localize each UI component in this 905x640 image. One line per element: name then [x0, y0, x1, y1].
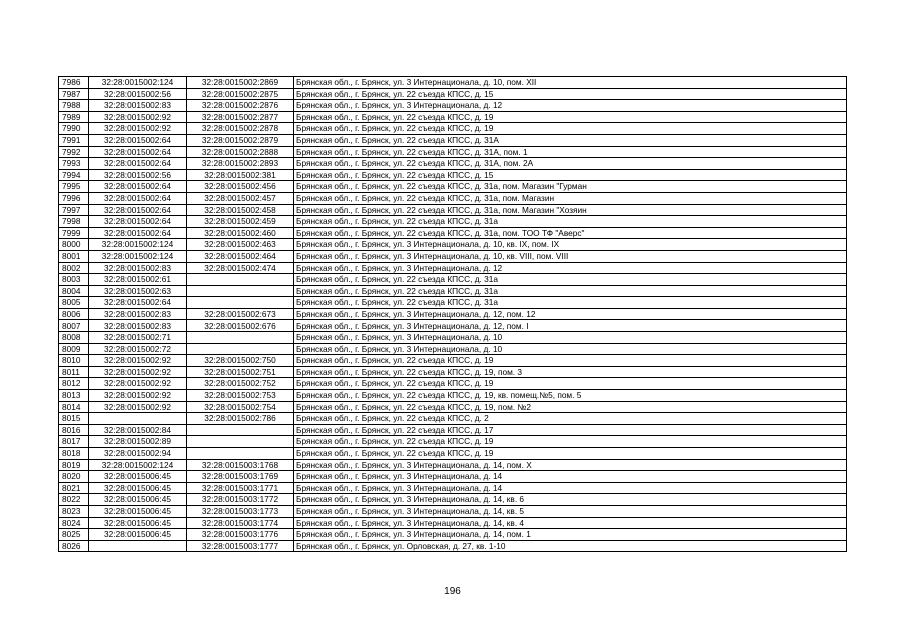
land-cadastral-number: 32:28:0015002:72: [89, 343, 187, 355]
row-number: 8009: [59, 343, 89, 355]
land-cadastral-number: 32:28:0015002:83: [89, 262, 187, 274]
object-cadastral-number: 32:28:0015002:2875: [187, 88, 294, 100]
table-row: [59, 262, 847, 274]
land-cadastral-number: 32:28:0015002:124: [89, 239, 187, 251]
row-number: 7997: [59, 204, 89, 216]
object-cadastral-number: 32:28:0015002:753: [187, 390, 294, 402]
object-cadastral-number: 32:28:0015003:1771: [187, 482, 294, 494]
address-cell: Брянская обл., г. Брянск, ул. 22 съезда КПСС, д. 31а, пом. Магазин: [294, 192, 847, 204]
table-row: [59, 169, 847, 181]
address-cell: Брянская обл., г. Брянск, ул. 22 съезда КПСС, д. 31а: [294, 216, 847, 228]
address-cell: Брянская обл., г. Брянск, ул. 3 Интернационала, д. 12, пом. I: [294, 320, 847, 332]
land-cadastral-number: 32:28:0015002:89: [89, 436, 187, 448]
table-row: [59, 134, 847, 146]
object-cadastral-number: 32:28:0015002:381: [187, 169, 294, 181]
row-number: 8000: [59, 239, 89, 251]
land-cadastral-number: 32:28:0015002:64: [89, 216, 187, 228]
object-cadastral-number: 32:28:0015002:464: [187, 250, 294, 262]
land-cadastral-number: 32:28:0015006:45: [89, 494, 187, 506]
table-row: [59, 204, 847, 216]
land-cadastral-number: 32:28:0015002:56: [89, 88, 187, 100]
land-cadastral-number: 32:28:0015002:83: [89, 100, 187, 112]
address-cell: Брянская обл., г. Брянск, ул. 3 Интернационала, д. 10, пом. XII: [294, 77, 847, 89]
address-cell: Брянская обл., г. Брянск, ул. 3 Интернационала, д. 10, кв. VIII, пом. VIII: [294, 250, 847, 262]
land-cadastral-number: 32:28:0015002:124: [89, 250, 187, 262]
row-number: 8005: [59, 297, 89, 309]
address-cell: Брянская обл., г. Брянск, ул. 22 съезда КПСС, д. 19: [294, 111, 847, 123]
object-cadastral-number: 32:28:0015002:2879: [187, 134, 294, 146]
land-cadastral-number: 32:28:0015002:94: [89, 448, 187, 460]
address-cell: Брянская обл., г. Брянск, ул. 22 съезда КПСС, д. 19, пом. №2: [294, 401, 847, 413]
object-cadastral-number: [187, 343, 294, 355]
object-cadastral-number: 32:28:0015003:1777: [187, 540, 294, 552]
object-cadastral-number: 32:28:0015003:1776: [187, 529, 294, 541]
row-number: 7988: [59, 100, 89, 112]
address-cell: Брянская обл., г. Брянск, ул. 22 съезда КПСС, д. 19: [294, 355, 847, 367]
object-cadastral-number: 32:28:0015002:459: [187, 216, 294, 228]
address-cell: Брянская обл., г. Брянск, ул. 3 Интернационала, д. 14, кв. 4: [294, 517, 847, 529]
table-row: [59, 88, 847, 100]
table-row: [59, 471, 847, 483]
row-number: 8025: [59, 529, 89, 541]
object-cadastral-number: [187, 297, 294, 309]
table-row: [59, 216, 847, 228]
address-cell: Брянская обл., г. Брянск, ул. 22 съезда КПСС, д. 19: [294, 378, 847, 390]
row-number: 8026: [59, 540, 89, 552]
row-number: 8012: [59, 378, 89, 390]
land-cadastral-number: 32:28:0015002:64: [89, 227, 187, 239]
object-cadastral-number: 32:28:0015002:786: [187, 413, 294, 425]
table-row: [59, 285, 847, 297]
land-cadastral-number: 32:28:0015002:92: [89, 390, 187, 402]
object-cadastral-number: 32:28:0015002:2876: [187, 100, 294, 112]
land-cadastral-number: 32:28:0015002:92: [89, 123, 187, 135]
table-row: [59, 517, 847, 529]
row-number: 8004: [59, 285, 89, 297]
row-number: 8011: [59, 366, 89, 378]
land-cadastral-number: 32:28:0015002:71: [89, 332, 187, 344]
land-cadastral-number: 32:28:0015006:45: [89, 529, 187, 541]
address-cell: Брянская обл., г. Брянск, ул. 22 съезда КПСС, д. 31а, пом. Магазин "Гурман: [294, 181, 847, 193]
object-cadastral-number: 32:28:0015003:1772: [187, 494, 294, 506]
table-row: [59, 100, 847, 112]
land-cadastral-number: 32:28:0015002:64: [89, 146, 187, 158]
row-number: 8007: [59, 320, 89, 332]
row-number: 7986: [59, 77, 89, 89]
property-registry-table: [58, 76, 847, 552]
row-number: 7993: [59, 158, 89, 170]
table-row: [59, 355, 847, 367]
registry-body: [59, 77, 847, 552]
object-cadastral-number: 32:28:0015002:2877: [187, 111, 294, 123]
table-row: [59, 343, 847, 355]
address-cell: Брянская обл., г. Брянск, ул. 3 Интернационала, д. 12, пом. 12: [294, 308, 847, 320]
address-cell: Брянская обл., г. Брянск, ул. 3 Интернационала, д. 14: [294, 471, 847, 483]
table-row: [59, 111, 847, 123]
row-number: 8018: [59, 448, 89, 460]
row-number: 8013: [59, 390, 89, 402]
row-number: 8014: [59, 401, 89, 413]
object-cadastral-number: 32:28:0015003:1768: [187, 459, 294, 471]
land-cadastral-number: 32:28:0015002:92: [89, 366, 187, 378]
table-row: [59, 77, 847, 89]
table-row: [59, 505, 847, 517]
object-cadastral-number: 32:28:0015002:2878: [187, 123, 294, 135]
address-cell: Брянская обл., г. Брянск, ул. 3 Интернационала, д. 10: [294, 332, 847, 344]
table-row: [59, 366, 847, 378]
address-cell: Брянская обл., г. Брянск, ул. 22 съезда КПСС, д. 31а: [294, 297, 847, 309]
land-cadastral-number: 32:28:0015006:45: [89, 505, 187, 517]
row-number: 8015: [59, 413, 89, 425]
land-cadastral-number: 32:28:0015002:92: [89, 355, 187, 367]
land-cadastral-number: 32:28:0015002:83: [89, 308, 187, 320]
address-cell: Брянская обл., г. Брянск, ул. 22 съезда КПСС, д. 31а: [294, 285, 847, 297]
land-cadastral-number: 32:28:0015002:92: [89, 378, 187, 390]
address-cell: Брянская обл., г. Брянск, ул. 22 съезда КПСС, д. 19: [294, 436, 847, 448]
object-cadastral-number: 32:28:0015003:1773: [187, 505, 294, 517]
row-number: 8003: [59, 274, 89, 286]
object-cadastral-number: 32:28:0015002:750: [187, 355, 294, 367]
object-cadastral-number: 32:28:0015002:673: [187, 308, 294, 320]
row-number: 8017: [59, 436, 89, 448]
table-row: [59, 413, 847, 425]
object-cadastral-number: 32:28:0015002:676: [187, 320, 294, 332]
address-cell: Брянская обл., г. Брянск, ул. 22 съезда КПСС, д. 19, кв. помещ.№5, пом. 5: [294, 390, 847, 402]
object-cadastral-number: 32:28:0015003:1769: [187, 471, 294, 483]
land-cadastral-number: 32:28:0015006:45: [89, 482, 187, 494]
row-number: 7995: [59, 181, 89, 193]
object-cadastral-number: 32:28:0015002:474: [187, 262, 294, 274]
address-cell: Брянская обл., г. Брянск, ул. 22 съезда КПСС, д. 17: [294, 424, 847, 436]
land-cadastral-number: 32:28:0015002:83: [89, 320, 187, 332]
row-number: 7990: [59, 123, 89, 135]
address-cell: Брянская обл., г. Брянск, ул. 3 Интернационала, д. 12: [294, 262, 847, 274]
address-cell: Брянская обл., г. Брянск, ул. 22 съезда КПСС, д. 31а, пом. ТОО ТФ "Аверс": [294, 227, 847, 239]
land-cadastral-number: [89, 413, 187, 425]
object-cadastral-number: [187, 448, 294, 460]
address-cell: Брянская обл., г. Брянск, ул. 22 съезда КПСС, д. 31А, пом. 2А: [294, 158, 847, 170]
land-cadastral-number: 32:28:0015002:124: [89, 77, 187, 89]
address-cell: Брянская обл., г. Брянск, ул. 3 Интернационала, д. 14, кв. 6: [294, 494, 847, 506]
address-cell: Брянская обл., г. Брянск, ул. 3 Интернационала, д. 14, кв. 5: [294, 505, 847, 517]
address-cell: Брянская обл., г. Брянск, ул. 3 Интернационала, д. 10, кв. IX, пом. IX: [294, 239, 847, 251]
table-row: [59, 158, 847, 170]
object-cadastral-number: 32:28:0015002:751: [187, 366, 294, 378]
address-cell: Брянская обл., г. Брянск, ул. 3 Интернационала, д. 14: [294, 482, 847, 494]
table-row: [59, 146, 847, 158]
row-number: 8008: [59, 332, 89, 344]
land-cadastral-number: 32:28:0015002:64: [89, 192, 187, 204]
row-number: 7991: [59, 134, 89, 146]
land-cadastral-number: 32:28:0015002:64: [89, 158, 187, 170]
table-row: [59, 448, 847, 460]
row-number: 8006: [59, 308, 89, 320]
table-row: [59, 239, 847, 251]
table-row: [59, 227, 847, 239]
table-row: [59, 424, 847, 436]
table-row: [59, 540, 847, 552]
address-cell: Брянская обл., г. Брянск, ул. Орловская, д. 27, кв. 1-10: [294, 540, 847, 552]
row-number: 8021: [59, 482, 89, 494]
table-row: [59, 390, 847, 402]
table-row: [59, 482, 847, 494]
address-cell: Брянская обл., г. Брянск, ул. 22 съезда КПСС, д. 31А, пом. 1: [294, 146, 847, 158]
address-cell: Брянская обл., г. Брянск, ул. 3 Интернационала, д. 12: [294, 100, 847, 112]
land-cadastral-number: [89, 540, 187, 552]
address-cell: Брянская обл., г. Брянск, ул. 22 съезда КПСС, д. 2: [294, 413, 847, 425]
table-row: [59, 181, 847, 193]
page-number: 196: [444, 586, 461, 597]
object-cadastral-number: 32:28:0015003:1774: [187, 517, 294, 529]
row-number: 8010: [59, 355, 89, 367]
row-number: 8001: [59, 250, 89, 262]
table-row: [59, 494, 847, 506]
land-cadastral-number: 32:28:0015002:63: [89, 285, 187, 297]
object-cadastral-number: 32:28:0015002:754: [187, 401, 294, 413]
row-number: 7992: [59, 146, 89, 158]
table-row: [59, 192, 847, 204]
object-cadastral-number: 32:28:0015002:752: [187, 378, 294, 390]
object-cadastral-number: [187, 332, 294, 344]
land-cadastral-number: 32:28:0015006:45: [89, 471, 187, 483]
table-row: [59, 332, 847, 344]
address-cell: Брянская обл., г. Брянск, ул. 22 съезда КПСС, д. 31А: [294, 134, 847, 146]
row-number: 8024: [59, 517, 89, 529]
address-cell: Брянская обл., г. Брянск, ул. 22 съезда КПСС, д. 31а: [294, 274, 847, 286]
object-cadastral-number: 32:28:0015002:460: [187, 227, 294, 239]
row-number: 7987: [59, 88, 89, 100]
table-row: [59, 308, 847, 320]
address-cell: Брянская обл., г. Брянск, ул. 3 Интернационала, д. 14, пом. 1: [294, 529, 847, 541]
object-cadastral-number: 32:28:0015002:456: [187, 181, 294, 193]
object-cadastral-number: 32:28:0015002:2888: [187, 146, 294, 158]
address-cell: Брянская обл., г. Брянск, ул. 3 Интернационала, д. 14, пом. X: [294, 459, 847, 471]
land-cadastral-number: 32:28:0015002:124: [89, 459, 187, 471]
table-row: [59, 297, 847, 309]
row-number: 8022: [59, 494, 89, 506]
row-number: 8016: [59, 424, 89, 436]
table-row: [59, 436, 847, 448]
row-number: 7989: [59, 111, 89, 123]
row-number: 7994: [59, 169, 89, 181]
object-cadastral-number: 32:28:0015002:2893: [187, 158, 294, 170]
land-cadastral-number: 32:28:0015002:64: [89, 204, 187, 216]
table-row: [59, 250, 847, 262]
row-number: 7996: [59, 192, 89, 204]
land-cadastral-number: 32:28:0015002:64: [89, 297, 187, 309]
land-cadastral-number: 32:28:0015002:84: [89, 424, 187, 436]
address-cell: Брянская обл., г. Брянск, ул. 22 съезда КПСС, д. 19: [294, 448, 847, 460]
table-row: [59, 378, 847, 390]
table-row: [59, 320, 847, 332]
land-cadastral-number: 32:28:0015002:56: [89, 169, 187, 181]
address-cell: Брянская обл., г. Брянск, ул. 22 съезда КПСС, д. 31а, пом. Магазин "Хозяин: [294, 204, 847, 216]
address-cell: Брянская обл., г. Брянск, ул. 22 съезда КПСС, д. 15: [294, 169, 847, 181]
land-cadastral-number: 32:28:0015002:64: [89, 134, 187, 146]
land-cadastral-number: 32:28:0015002:64: [89, 181, 187, 193]
row-number: 8019: [59, 459, 89, 471]
object-cadastral-number: [187, 274, 294, 286]
address-cell: Брянская обл., г. Брянск, ул. 22 съезда КПСС, д. 19: [294, 123, 847, 135]
land-cadastral-number: 32:28:0015006:45: [89, 517, 187, 529]
object-cadastral-number: 32:28:0015002:457: [187, 192, 294, 204]
table-row: [59, 529, 847, 541]
object-cadastral-number: 32:28:0015002:458: [187, 204, 294, 216]
object-cadastral-number: 32:28:0015002:2869: [187, 77, 294, 89]
land-cadastral-number: 32:28:0015002:61: [89, 274, 187, 286]
object-cadastral-number: [187, 424, 294, 436]
row-number: 8023: [59, 505, 89, 517]
table-row: [59, 401, 847, 413]
table-row: [59, 123, 847, 135]
row-number: 8020: [59, 471, 89, 483]
row-number: 7999: [59, 227, 89, 239]
land-cadastral-number: 32:28:0015002:92: [89, 111, 187, 123]
table-row: [59, 459, 847, 471]
address-cell: Брянская обл., г. Брянск, ул. 3 Интернационала, д. 10: [294, 343, 847, 355]
object-cadastral-number: [187, 436, 294, 448]
address-cell: Брянская обл., г. Брянск, ул. 22 съезда КПСС, д. 19, пом. 3: [294, 366, 847, 378]
row-number: 7998: [59, 216, 89, 228]
land-cadastral-number: 32:28:0015002:92: [89, 401, 187, 413]
object-cadastral-number: [187, 285, 294, 297]
row-number: 8002: [59, 262, 89, 274]
address-cell: Брянская обл., г. Брянск, ул. 22 съезда КПСС, д. 15: [294, 88, 847, 100]
object-cadastral-number: 32:28:0015002:463: [187, 239, 294, 251]
table-row: [59, 274, 847, 286]
